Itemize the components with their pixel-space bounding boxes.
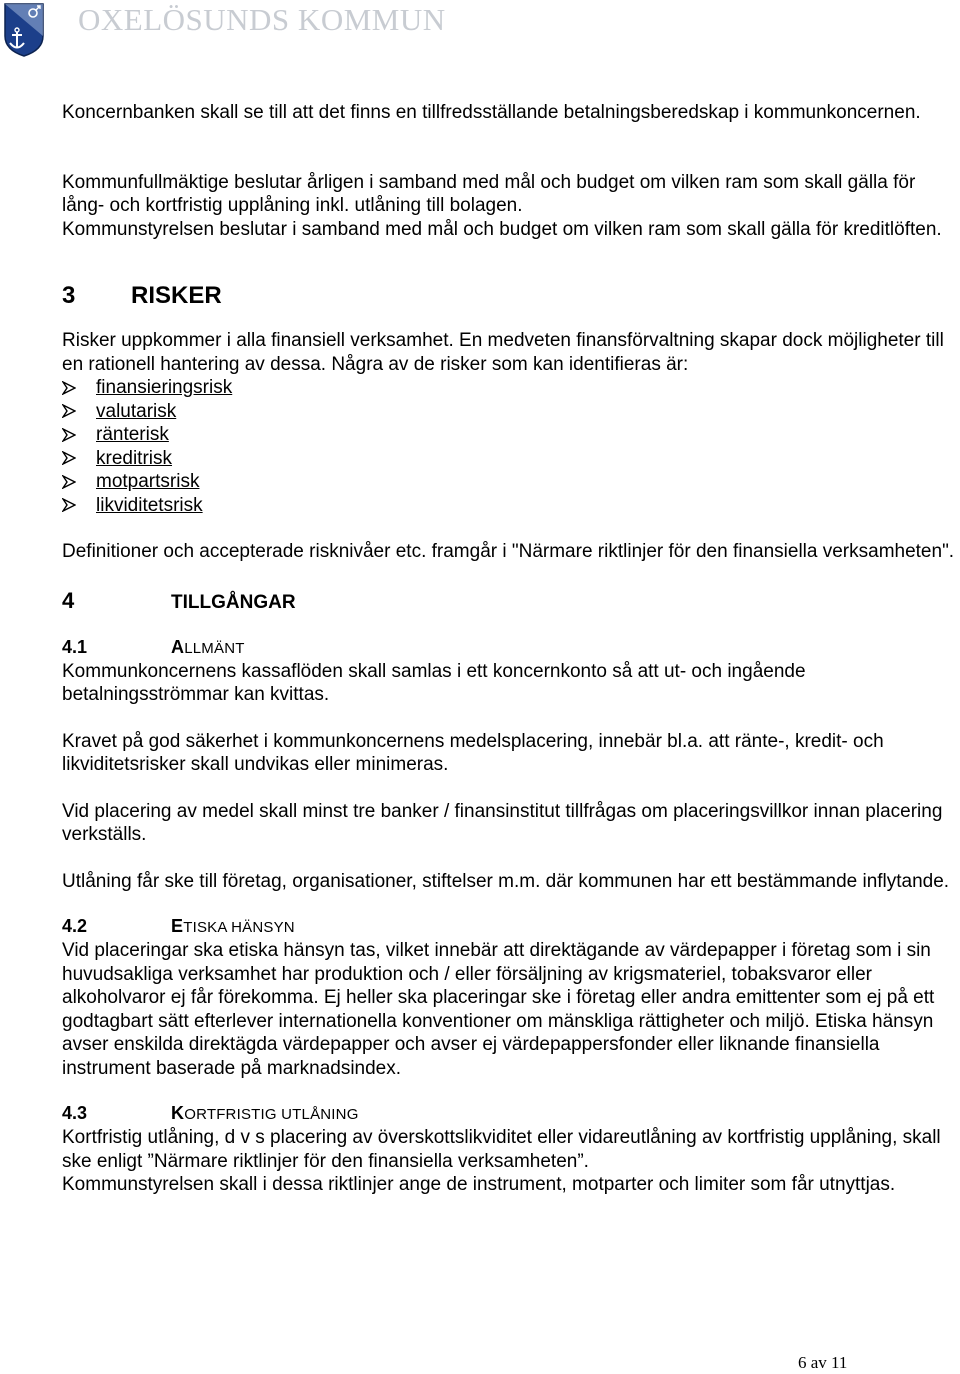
organization-name: OXELÖSUNDS KOMMUN: [78, 2, 446, 37]
paragraph: Kommunstyrelsen beslutar i samband med mål och budget om vilken ram som skall gälla för kreditlöften.: [62, 218, 942, 240]
arrow-bullet-icon: [62, 381, 96, 395]
list-item: [62, 400, 958, 424]
risk-label: kreditrisk: [96, 447, 173, 469]
paragraph: Kommunstyrelsen skall i dessa riktlinjer ange de instrument, motparter och limiter som får utnyttjas.: [62, 1174, 896, 1195]
list-item: [62, 470, 958, 494]
paragraph: Utlåning får ske till företag, organisationer, stiftelser m.m. där kommunen har ett bestämmande inflytande.: [62, 870, 950, 892]
paragraph: Vid placeringar ska etiska hänsyn tas, vilket innebär att direktägande av värdepapper i företag som i sin huvudsakliga verksamhet har produktion och / eller försäljning av krigsmateriel, tobaksvaror eller alkoholvaror ej får förekomma. Ej heller ska placeringar ske i företag eller andra emittenter som ej på ett godtagbart sätt efterlever internationella konventioner om mänskliga rättigheter och miljö. Etiska hänsyn avser enskilda direktägda värdepapper och avser ej värdepappersfonder eller liknande finansiella instrument baserade på marknadsindex.: [62, 940, 935, 1079]
arrow-bullet-icon: [62, 404, 96, 418]
risk-list: [62, 376, 958, 517]
page-number: 6 av 11: [798, 1353, 848, 1372]
arrow-bullet-icon: [62, 498, 96, 512]
section-heading-tillgangar: [62, 588, 958, 614]
subsection-title: KORTFRISTIG UTLÅNING: [171, 1103, 359, 1123]
list-item: [62, 447, 958, 471]
list-item: [62, 376, 958, 400]
paragraph: Definitioner och accepterade risknivåer etc. framgår i "Närmare riktlinjer för den finansiella verksamheten".: [62, 541, 955, 562]
list-item: [62, 423, 958, 447]
subsection-number: 4.2: [62, 916, 88, 936]
subsection-heading-kortfristig-utlaning: [62, 1102, 958, 1126]
municipality-logo-icon: [3, 2, 45, 58]
risk-label: ränterisk: [96, 424, 169, 445]
list-item: [62, 494, 958, 518]
arrow-bullet-icon: [62, 475, 96, 489]
subsection-title: ALLMÄNT: [171, 636, 245, 657]
arrow-bullet-icon: [62, 428, 96, 442]
risk-label: motpartsrisk: [96, 471, 200, 492]
paragraph: Kravet på god säkerhet i kommunkoncernens medelsplacering, innebär bl.a. att ränte-, kredit- och likviditetsrisker skall undvikas eller minimeras.: [62, 730, 884, 775]
section-title: RISKER: [131, 282, 222, 309]
subsection-heading-etiska-hansyn: [62, 915, 958, 939]
risk-label: finansieringsrisk: [96, 377, 233, 398]
risk-label: likviditetsrisk: [96, 494, 203, 516]
paragraph: Risker uppkommer i alla finansiell verksamhet. En medveten finansförvaltning skapar dock möjligheter till en rationell hantering av dessa. Några av de risker som kan identifieras är:: [62, 330, 944, 375]
paragraph: Vid placering av medel skall minst tre banker / finansinstitut tillfrågas om placeringsvillkor innan placering verkställs.: [62, 800, 943, 845]
document-body: [62, 101, 958, 1197]
arrow-bullet-icon: [62, 451, 96, 465]
paragraph: Kortfristig utlåning, d v s placering av överskottslikviditet eller vidareutlåning av kortfristig upplåning, skall ske enligt ”Närmare riktlinjer för den finansiella verksamheten”.: [62, 1127, 941, 1172]
section-number: 4: [62, 587, 75, 613]
section-heading-risker: [62, 281, 958, 311]
risk-label: valutarisk: [96, 400, 177, 422]
paragraph: Kommunkoncernens kassaflöden skall samlas i ett koncernkonto så att ut- och ingående betalningsströmmar kan kvittas.: [62, 660, 806, 705]
paragraph: Koncernbanken skall se till att det finns en tillfredsställande betalningsberedskap i kommunkoncernen.: [62, 102, 921, 123]
subsection-heading-allmant: [62, 636, 958, 660]
subsection-number: 4.3: [62, 1103, 88, 1123]
section-number: 3: [62, 282, 76, 309]
subsection-number: 4.1: [62, 636, 88, 657]
section-title: TILLGÅNGAR: [171, 591, 296, 613]
paragraph: Kommunfullmäktige beslutar årligen i samband med mål och budget om vilken ram som skall gälla för lång- och kortfristig upplåning inkl. utlåning till bolagen.: [62, 171, 916, 216]
subsection-title: ETISKA HÄNSYN: [171, 916, 295, 936]
